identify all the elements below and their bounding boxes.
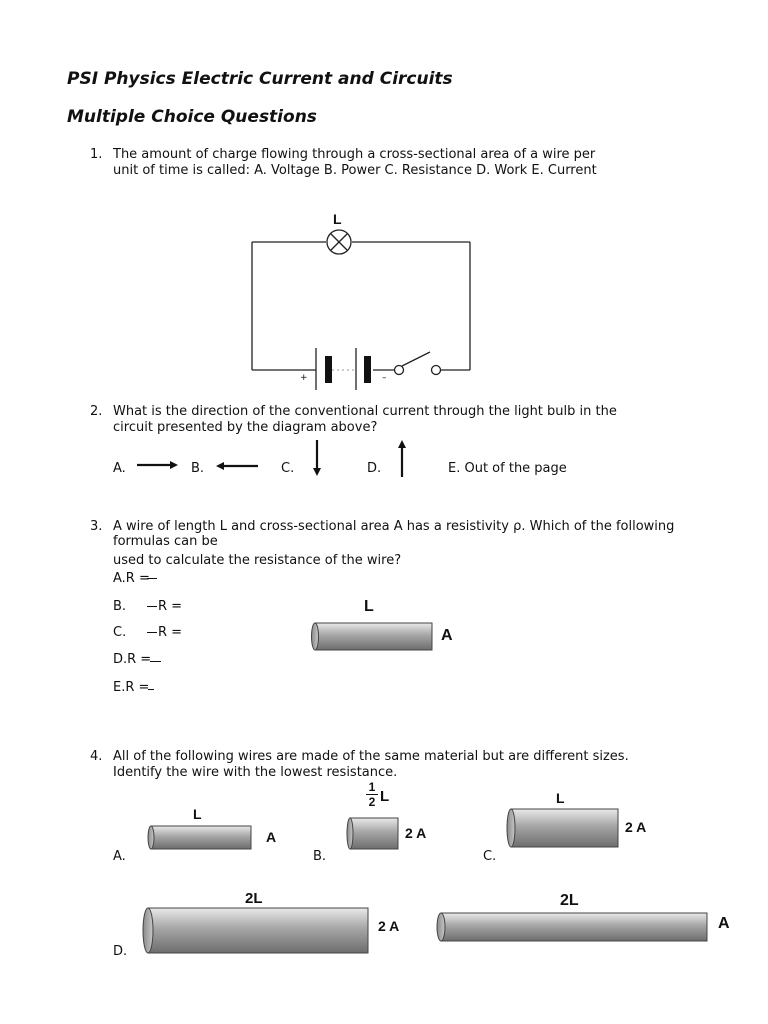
question-3-line-3: used to calculate the resistance of the wire?: [113, 553, 402, 568]
wire-d: [143, 908, 368, 953]
question-3-text: [113, 519, 693, 549]
wire-b-length-fraction: [366, 781, 378, 808]
question-4-option-d: D.: [113, 944, 128, 959]
fraction-bar: [147, 606, 157, 607]
question-4-text: [113, 749, 681, 781]
question-2-option-e: E. Out of the page: [448, 461, 567, 476]
wire-c: [507, 809, 618, 847]
question-4-option-c: C.: [483, 849, 497, 864]
question-1-text: [113, 147, 713, 179]
question-3-wire: [312, 623, 433, 650]
fraction-bar: [147, 578, 157, 579]
question-3-line-2: formulas can be: [113, 534, 218, 549]
wire-a-length-label: L: [193, 806, 202, 822]
question-2-option-a: A.: [113, 461, 126, 476]
question-3-option-e: E.R =: [113, 680, 150, 695]
question-2-option-d: D.: [367, 461, 382, 476]
question-3-option-b-letter: B.: [113, 599, 127, 614]
question-3-option-d: D.R =: [113, 652, 152, 667]
question-4-line-2: Identify the wire with the lowest resistance.: [113, 765, 398, 780]
question-3-wire-area-label: A: [441, 627, 453, 644]
question-2-option-b: B.: [191, 461, 205, 476]
question-3-option-b: R =: [158, 599, 183, 614]
fraction-bar: [150, 661, 161, 662]
fraction-bar: [147, 632, 157, 633]
wire-d-area-label: 2 A: [378, 918, 400, 934]
wire-e-length-label: 2L: [560, 892, 579, 909]
fraction-bar: [148, 689, 154, 690]
bulb-label: L: [333, 211, 342, 227]
fraction-denominator: 2: [368, 795, 376, 809]
question-3-option-c: R =: [158, 625, 183, 640]
question-1-number: 1.: [90, 147, 103, 162]
question-4-line-1: All of the following wires are made of the same material but are different sizes.: [113, 749, 629, 764]
wire-e: [437, 913, 707, 941]
wire-e-area-label: A: [718, 915, 730, 932]
question-3-number: 3.: [90, 519, 103, 534]
wire-b-length-variable: L: [380, 788, 390, 805]
wire-a: [148, 826, 251, 849]
question-2-line-1: What is the direction of the conventional current through the light bulb in the: [113, 404, 617, 419]
question-4-number: 4.: [90, 749, 103, 764]
wire-b-area-label: 2 A: [405, 825, 427, 841]
page-title: PSI Physics Electric Current and Circuits: [67, 69, 453, 89]
battery-plus-sign: +: [300, 373, 308, 383]
question-2-text: [113, 404, 688, 436]
wire-b: [347, 818, 398, 849]
question-3-option-a: A.R =: [113, 571, 150, 586]
wire-c-length-label: L: [556, 790, 565, 806]
question-2-number: 2.: [90, 404, 103, 419]
question-4-option-b: B.: [313, 849, 327, 864]
question-3-option-c-letter: C.: [113, 625, 127, 640]
section-subtitle: Multiple Choice Questions: [67, 107, 317, 127]
wire-a-area-label: A: [266, 829, 277, 845]
wire-d-length-label: 2L: [245, 890, 263, 907]
fraction-numerator: 1: [368, 780, 376, 794]
wire-c-area-label: 2 A: [625, 819, 647, 835]
question-1-line-1: The amount of charge flowing through a cross-sectional area of a wire per: [113, 147, 596, 162]
question-1-line-2: unit of time is called: A. Voltage B. Power C. Resistance D. Work E. Current: [113, 163, 597, 178]
question-3-line-1: A wire of length L and cross-sectional area A has a resistivity ρ. Which of the following: [113, 519, 675, 534]
question-3-wire-length-label: L: [364, 598, 374, 615]
battery-minus-sign: –: [382, 373, 387, 383]
question-2-line-2: circuit presented by the diagram above?: [113, 420, 378, 435]
question-2-option-c: C.: [281, 461, 295, 476]
question-4-option-a: A.: [113, 849, 126, 864]
